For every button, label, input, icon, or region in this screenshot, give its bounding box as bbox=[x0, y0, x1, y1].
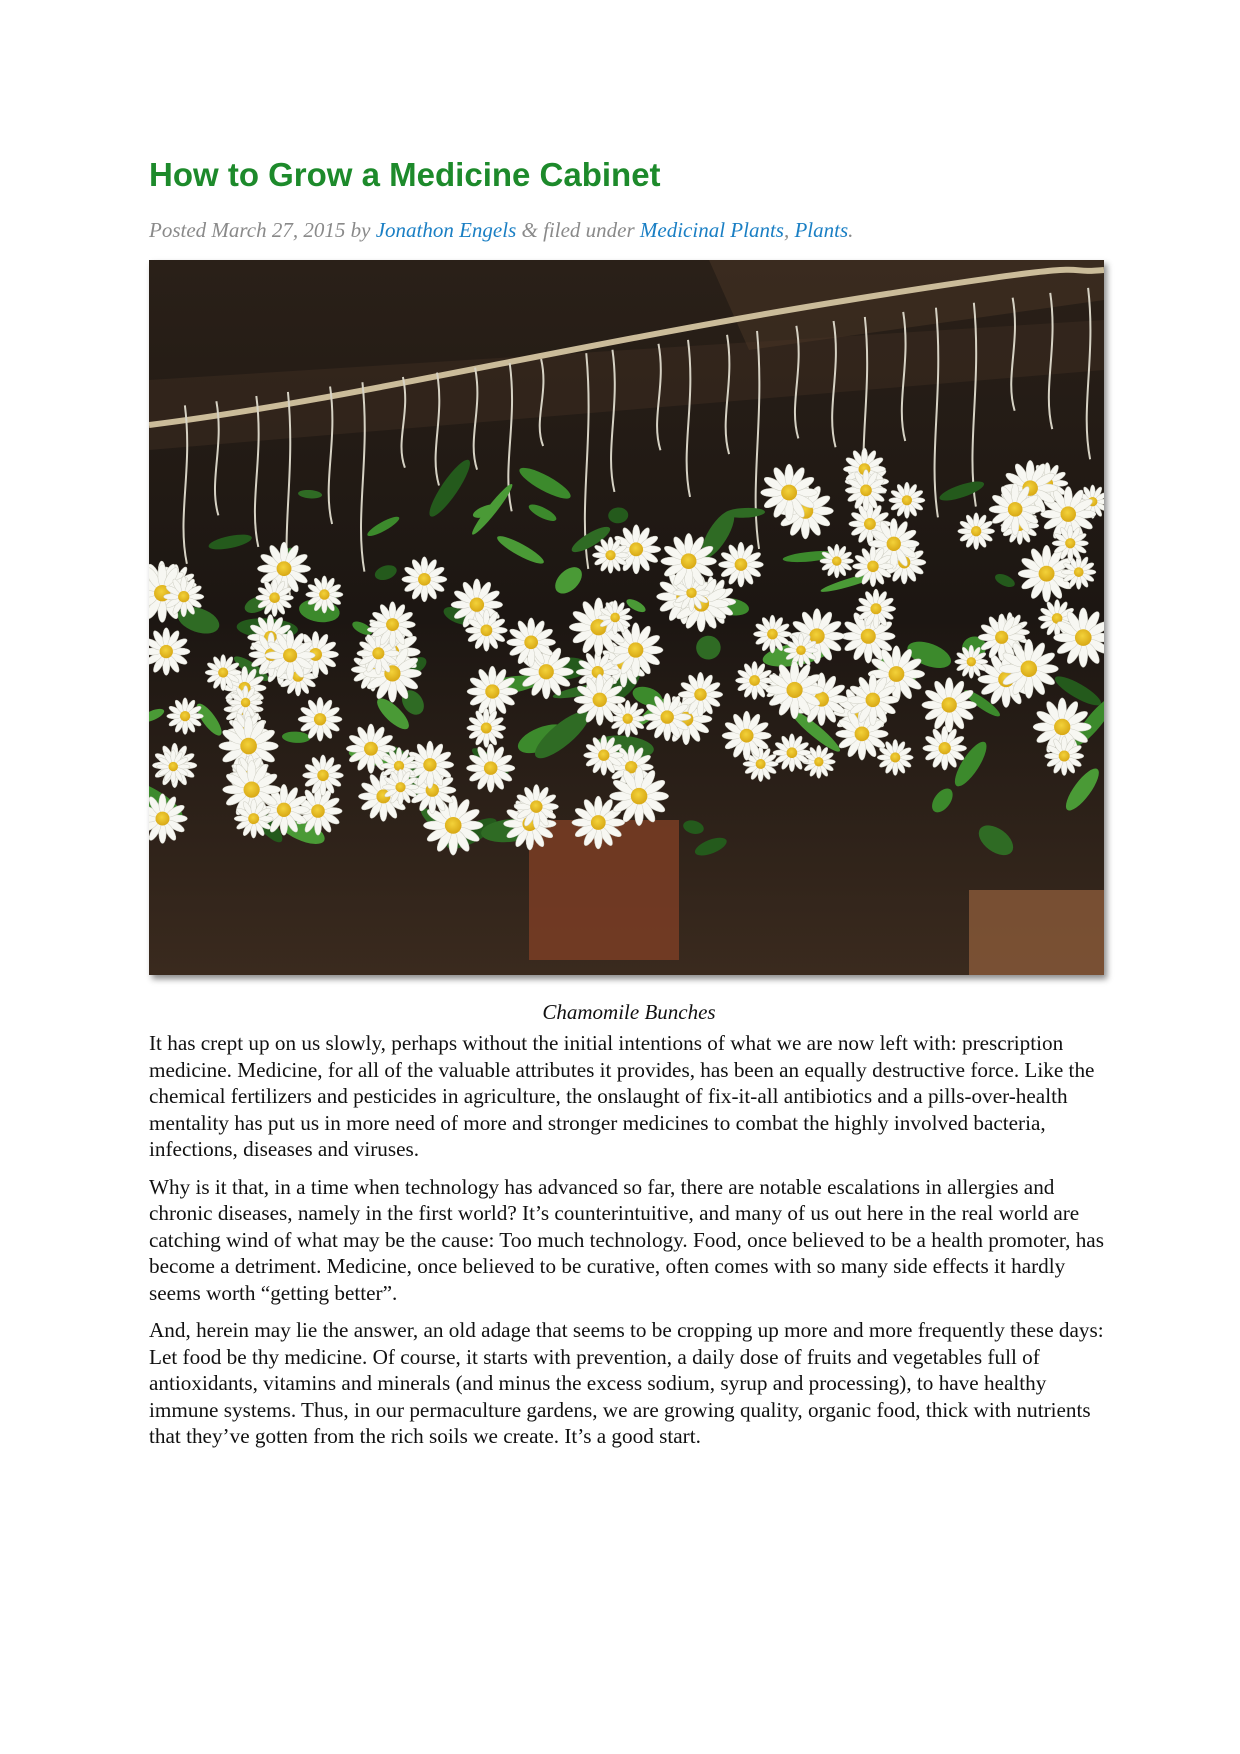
meta-end: . bbox=[848, 218, 854, 242]
category-separator: , bbox=[783, 218, 795, 242]
paragraph-2: Why is it that, in a time when technology has advanced so far, there are notable escalations in allergies and chronic diseases, namely in the first world? It’s counterintuitive, and many of us out here in the real world are catching wind of what may be the cause: Too much technology. Food, once believed to be a health promoter, has become a detriment. Medicine, once believed to be curative, often comes with so many side effects it hardly seems worth “getting better”. bbox=[149, 1174, 1104, 1305]
paragraph-3: And, herein may lie the answer, an old adage that seems to be cropping up more and more frequently these days: Let food be thy medicine. Of course, it starts with prevention, a daily dose of fruits and vegetables full of antioxidants, vitamins and minerals (and minus the excess sodium, syrup and processing), to have healthy immune systems. Thus, in our permaculture gardens, we are growing quality, organic food, thick with nutrients that they’ve gotten from the rich soils we create. It’s a good start. bbox=[149, 1318, 1104, 1448]
category-link-plants[interactable]: Plants bbox=[794, 218, 849, 242]
article-title: How to Grow a Medicine Cabinet bbox=[149, 156, 661, 193]
article-image bbox=[149, 260, 1104, 975]
posted-date-text: Posted March 27, 2015 by bbox=[149, 218, 376, 242]
image-caption: Chamomile Bunches bbox=[542, 1000, 716, 1024]
chamomile-photo bbox=[149, 260, 1104, 975]
post-meta bbox=[149, 218, 853, 243]
category-link-medicinal-plants[interactable]: Medicinal Plants bbox=[639, 218, 784, 242]
article-body bbox=[149, 1030, 1109, 1461]
author-link[interactable]: Jonathon Engels bbox=[375, 218, 517, 242]
filed-under-text: & filed under bbox=[516, 218, 640, 242]
paragraph-1: It has crept up on us slowly, perhaps without the initial intentions of what we are now left with: prescription medicine. Medicine, for all of the valuable attributes it provides, has been an equally destructive force. Like the chemical fertilizers and pesticides in agriculture, the onslaught of fix-it-all antibiotics and a pills-over-health mentality has put us in more need of more and stronger medicines to combat the highly involved bacteria, infections, diseases and viruses. bbox=[149, 1031, 1095, 1161]
